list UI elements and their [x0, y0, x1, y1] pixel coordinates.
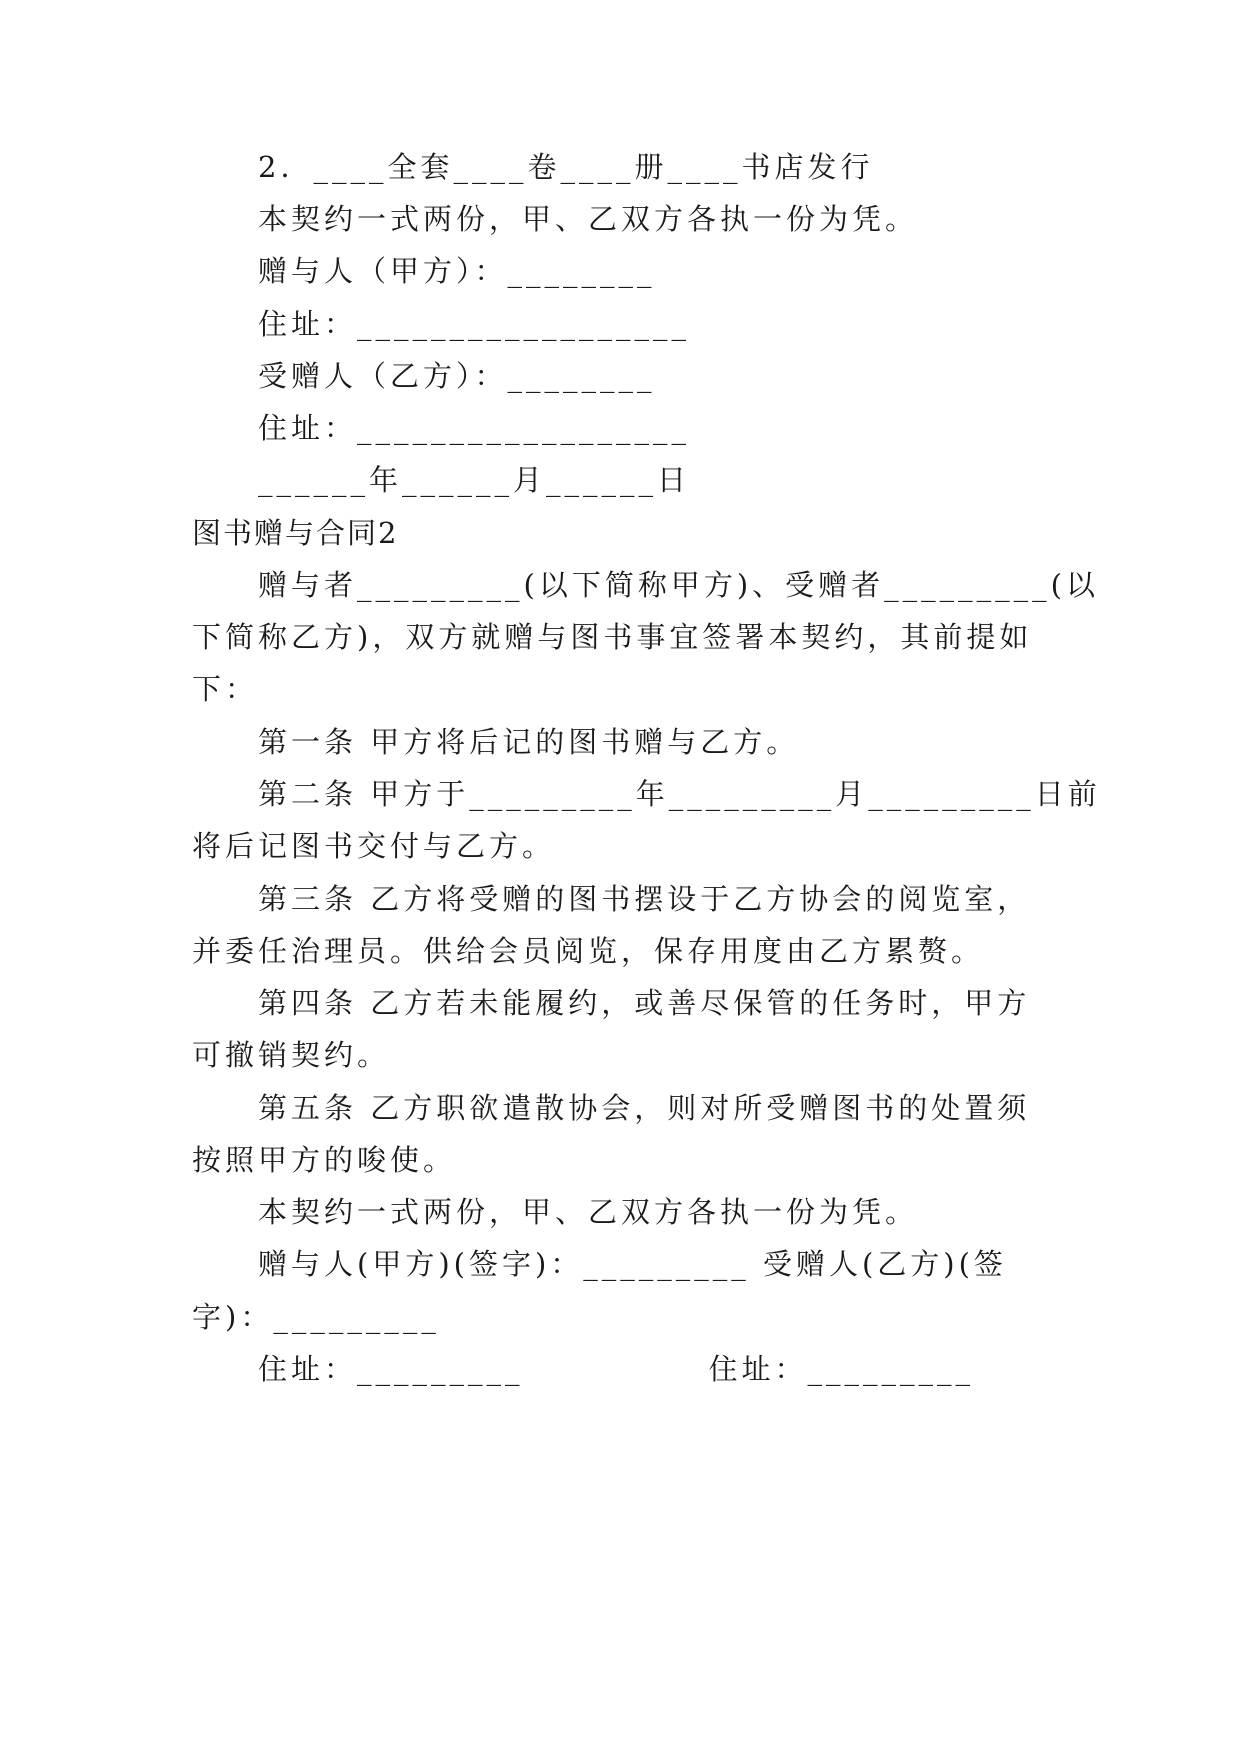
intro-paragraph-line-3: 下：: [192, 672, 259, 706]
article-4-line-2: 可撤销契约。: [192, 1038, 391, 1072]
article-2-line-1: 第二条 甲方于_________年_________月_________日前: [258, 777, 1101, 811]
article-1: 第一条 甲方将后记的图书赠与乙方。: [258, 725, 800, 759]
article-5-line-1: 第五条 乙方职欲遣散协会，则对所受赠图书的处置须: [258, 1091, 1031, 1125]
copies-clause-2: 本契约一式两份，甲、乙双方各执一份为凭。: [258, 1195, 919, 1229]
article-2-line-2: 将后记图书交付与乙方。: [192, 829, 556, 863]
signature-line-1: 赠与人(甲方)(签字)：_________ 受赠人(乙方)(签: [258, 1247, 1007, 1281]
article-4-line-1: 第四条 乙方若未能履约，或善尽保管的任务时，甲方: [258, 986, 1031, 1020]
article-3-line-2: 并委任治理员。供给会员阅览，保存用度由乙方累赘。: [192, 934, 985, 968]
signature-line-2: 字)：_________: [192, 1300, 440, 1334]
contract-title: 图书赠与合同2: [192, 516, 399, 550]
copies-clause: 本契约一式两份，甲、乙双方各执一份为凭。: [258, 202, 919, 236]
article-5-line-2: 按照甲方的唆使。: [192, 1143, 457, 1177]
intro-paragraph-line-1: 赠与者_________(以下简称甲方)、受赠者_________(以: [258, 568, 1099, 602]
date-line: ______年______月______日: [258, 463, 691, 497]
recipient-party-line: 受赠人（乙方）：________: [258, 359, 656, 393]
intro-paragraph-line-2: 下简称乙方)，双方就赠与图书事宜签署本契约，其前提如: [192, 620, 1033, 654]
publisher-line: 2．____全套____卷____册____书店发行: [258, 150, 874, 184]
donor-party-line: 赠与人（甲方）：________: [258, 254, 656, 288]
address-line-pair: 住址：_________ 住址：_________: [258, 1352, 975, 1386]
article-3-line-1: 第三条 乙方将受赠的图书摆设于乙方协会的阅览室，: [258, 882, 1031, 916]
donor-address-line: 住址：__________________: [258, 307, 691, 341]
recipient-address-line: 住址：__________________: [258, 411, 691, 445]
